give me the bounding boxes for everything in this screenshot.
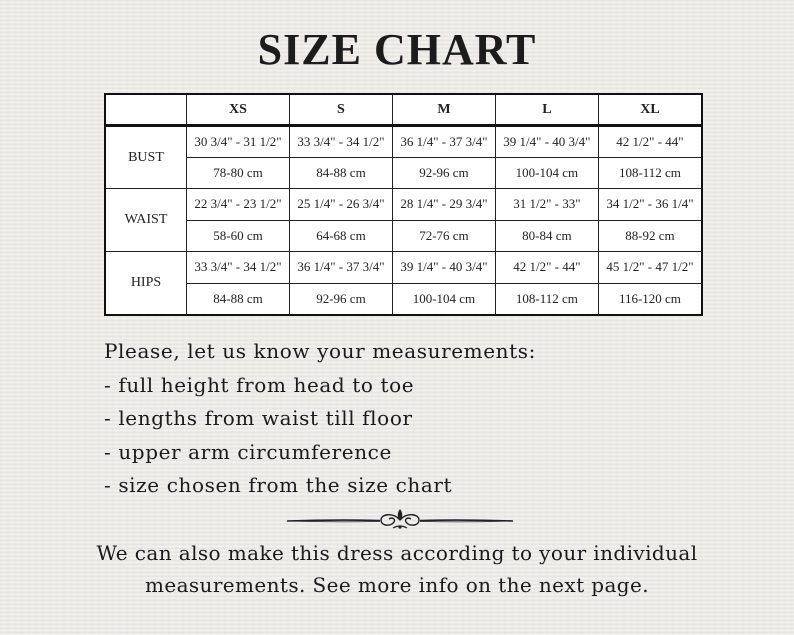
table-cell: 22 3/4" - 23 1/2" bbox=[187, 189, 290, 221]
table-cell: 64-68 cm bbox=[289, 220, 392, 252]
table-row bbox=[105, 126, 702, 158]
table-cell: 92-96 cm bbox=[289, 283, 392, 315]
column-header-l: L bbox=[495, 94, 598, 126]
table-cell: 45 1/2" - 47 1/2" bbox=[598, 252, 702, 284]
table-row bbox=[105, 189, 702, 221]
table-cell: 78-80 cm bbox=[187, 157, 290, 189]
table-cell: 42 1/2" - 44" bbox=[495, 252, 598, 284]
table-row bbox=[105, 283, 702, 315]
table-cell: 33 3/4" - 34 1/2" bbox=[289, 126, 392, 158]
table-cell: 108-112 cm bbox=[495, 283, 598, 315]
table-row bbox=[105, 252, 702, 284]
table-cell: 100-104 cm bbox=[495, 157, 598, 189]
instructions-heading: Please, let us know your measurements: bbox=[104, 339, 536, 363]
table-cell: 84-88 cm bbox=[187, 283, 290, 315]
table-corner-cell bbox=[105, 94, 187, 126]
measurements-instructions bbox=[104, 335, 536, 503]
column-header-s: S bbox=[289, 94, 392, 126]
table-cell: 72-76 cm bbox=[392, 220, 495, 252]
size-chart-table bbox=[104, 93, 703, 316]
row-header-waist: WAIST bbox=[105, 189, 187, 252]
column-header-m: M bbox=[392, 94, 495, 126]
table-cell: 33 3/4" - 34 1/2" bbox=[187, 252, 290, 284]
ornamental-flourish-divider-icon bbox=[285, 506, 515, 534]
row-header-bust: BUST bbox=[105, 126, 187, 189]
table-cell: 36 1/4" - 37 3/4" bbox=[289, 252, 392, 284]
page-title: SIZE CHART bbox=[257, 25, 537, 74]
custom-order-note bbox=[0, 537, 794, 601]
table-cell: 25 1/4" - 26 3/4" bbox=[289, 189, 392, 221]
table-header-row bbox=[105, 94, 702, 126]
table-row bbox=[105, 157, 702, 189]
table-cell: 36 1/4" - 37 3/4" bbox=[392, 126, 495, 158]
table-cell: 30 3/4" - 31 1/2" bbox=[187, 126, 290, 158]
list-item: - full height from head to toe bbox=[104, 372, 415, 397]
list-item: - size chosen from the size chart bbox=[104, 473, 453, 497]
table-cell: 58-60 cm bbox=[187, 220, 290, 252]
table-cell: 39 1/4" - 40 3/4" bbox=[495, 126, 598, 158]
table-cell: 84-88 cm bbox=[289, 157, 392, 189]
table-cell: 100-104 cm bbox=[392, 283, 495, 315]
table-cell: 28 1/4" - 29 3/4" bbox=[392, 189, 495, 221]
table-cell: 116-120 cm bbox=[598, 283, 702, 315]
table-cell: 31 1/2" - 33" bbox=[495, 189, 598, 221]
table-cell: 92-96 cm bbox=[392, 157, 495, 189]
table-cell: 88-92 cm bbox=[598, 220, 702, 252]
footer-line-1: We can also make this dress according to your individual bbox=[96, 541, 698, 565]
column-header-xl: XL bbox=[598, 94, 702, 126]
table-cell: 34 1/2" - 36 1/4" bbox=[598, 189, 702, 221]
row-header-hips: HIPS bbox=[105, 252, 187, 315]
list-item: - lengths from waist till floor bbox=[104, 406, 413, 430]
table-cell: 39 1/4" - 40 3/4" bbox=[392, 252, 495, 284]
table-cell: 108-112 cm bbox=[598, 157, 702, 189]
table-cell: 80-84 cm bbox=[495, 220, 598, 252]
column-header-xs: XS bbox=[187, 94, 290, 126]
table-cell: 42 1/2" - 44" bbox=[598, 126, 702, 158]
table-row bbox=[105, 220, 702, 252]
list-item: - upper arm circumference bbox=[104, 439, 392, 464]
footer-line-2: measurements. See more info on the next page. bbox=[144, 573, 650, 597]
